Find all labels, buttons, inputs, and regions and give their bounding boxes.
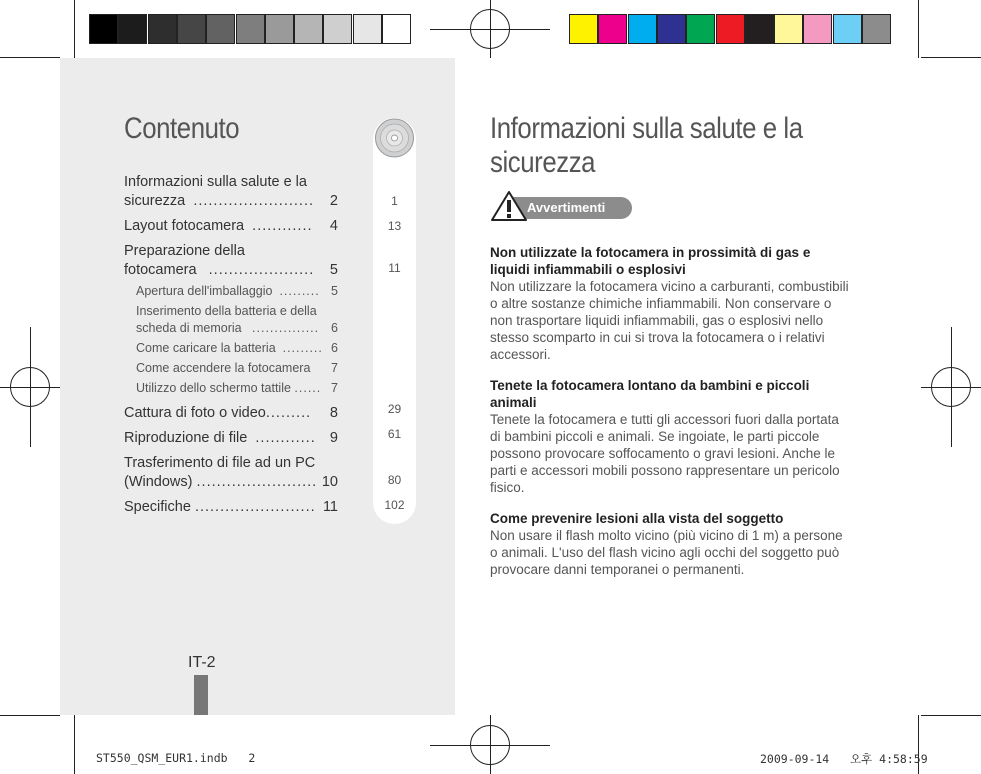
crop-mark — [74, 0, 75, 58]
color-swatch — [686, 14, 715, 44]
page-marker-bar — [194, 675, 208, 715]
color-swatch — [265, 14, 294, 44]
color-swatch — [657, 14, 686, 44]
color-swatch — [382, 14, 411, 44]
color-swatch — [803, 14, 832, 44]
color-swatch — [353, 14, 382, 44]
tab-page-number[interactable]: 102 — [384, 498, 405, 512]
table-of-contents — [124, 173, 338, 517]
tab-page-number[interactable]: 13 — [387, 219, 402, 233]
color-swatch — [89, 14, 118, 44]
color-swatch — [862, 14, 891, 44]
toc-entry[interactable]: Preparazione della fotocamera ..................... 5 — [124, 243, 338, 278]
toc-subentry[interactable]: Apertura dell'imballaggio ......... 5 — [136, 284, 338, 298]
toc-entry[interactable]: Cattura di foto o video......... 8 — [124, 405, 338, 421]
safety-sections — [490, 244, 855, 578]
disc-icon — [373, 118, 416, 161]
toc-subentry[interactable]: Come caricare la batteria ......... 6 — [136, 341, 338, 355]
toc-entry[interactable]: Trasferimento di file ad un PC (Windows) ........................ 10 — [124, 455, 338, 490]
crop-mark — [918, 0, 919, 58]
tab-page-number[interactable]: 80 — [387, 473, 402, 487]
color-swatch — [177, 14, 206, 44]
color-swatch — [569, 14, 598, 44]
toc-subentry[interactable]: Utilizzo dello schermo tattile ...... 7 — [136, 381, 338, 395]
color-swatch — [206, 14, 235, 44]
tab-page-number[interactable]: 1 — [391, 194, 398, 208]
tab-page-number[interactable]: 61 — [387, 427, 402, 441]
safety-section: Tenete la fotocamera lontano da bambini e piccoli animali Tenete la fotocamera e tutti gli accessori fuori dalla portata di bambini piccoli e animali. Se ingoiate, le parti piccole possono provocare soffocamento o gravi lesioni. Anche le parti e accessori mobili possono rappresentare un pericolo fisico. — [490, 378, 840, 495]
color-swatch — [774, 14, 803, 44]
page-title: Informazioni sulla salute e la sicurezza — [490, 112, 803, 179]
toc-subentry[interactable]: Inserimento della batteria e della scheda di memoria ............... 6 — [136, 304, 338, 335]
file-slug: ST550_QSM_EUR1.indb 2 — [96, 751, 256, 765]
crop-mark — [921, 57, 981, 58]
color-swatch — [833, 14, 862, 44]
color-swatch — [323, 14, 352, 44]
color-swatch — [294, 14, 323, 44]
color-swatch — [716, 14, 745, 44]
toc-entry[interactable]: Specifiche ........................ 11 — [124, 499, 338, 515]
safety-section: Non utilizzate la fotocamera in prossimità di gas e liquidi infiammabili o esplosivi Non utilizzare la fotocamera vicino a carburanti, combustibili o altre sostanze chimiche infiammabili. Non conservare o non trasportare liquidi infiammabili, gas o esplosivi nello stesso scomparto in cui si trova la fotocamera o i relativi accessori. — [490, 245, 849, 362]
safety-section: Come prevenire lesioni alla vista del soggetto Non usare il flash molto vicino (più vicino di 1 m) a persone o animali. L'uso del flash vicino agli occhi del soggetto può provocare danni temporanei o permanenti. — [490, 511, 843, 577]
crop-mark — [921, 715, 981, 716]
toc-entry[interactable]: Riproduzione di file ............ 9 — [124, 430, 338, 446]
color-swatch — [745, 14, 774, 44]
color-swatch — [118, 14, 147, 44]
color-swatch — [148, 14, 177, 44]
crop-mark — [0, 715, 60, 716]
toc-entry[interactable]: Layout fotocamera ............ 4 — [124, 218, 338, 234]
crop-mark — [74, 715, 75, 774]
color-swatch — [598, 14, 627, 44]
toc-title: Contenuto — [124, 112, 240, 145]
color-swatch — [236, 14, 265, 44]
print-timestamp: 2009-09-14 오후 4:58:59 — [760, 752, 928, 766]
warning-icon — [490, 190, 528, 222]
color-swatch — [628, 14, 657, 44]
crop-mark — [0, 57, 60, 58]
toc-entry[interactable]: Informazioni sulla salute e la sicurezza ........................ 2 — [124, 174, 338, 209]
tab-page-number[interactable]: 11 — [388, 261, 401, 275]
page-number: IT-2 — [188, 654, 216, 671]
toc-subentry[interactable]: Come accendere la fotocamera 7 — [136, 361, 338, 375]
chapter-tab-column — [373, 118, 416, 524]
tab-page-number[interactable]: 29 — [387, 402, 402, 416]
